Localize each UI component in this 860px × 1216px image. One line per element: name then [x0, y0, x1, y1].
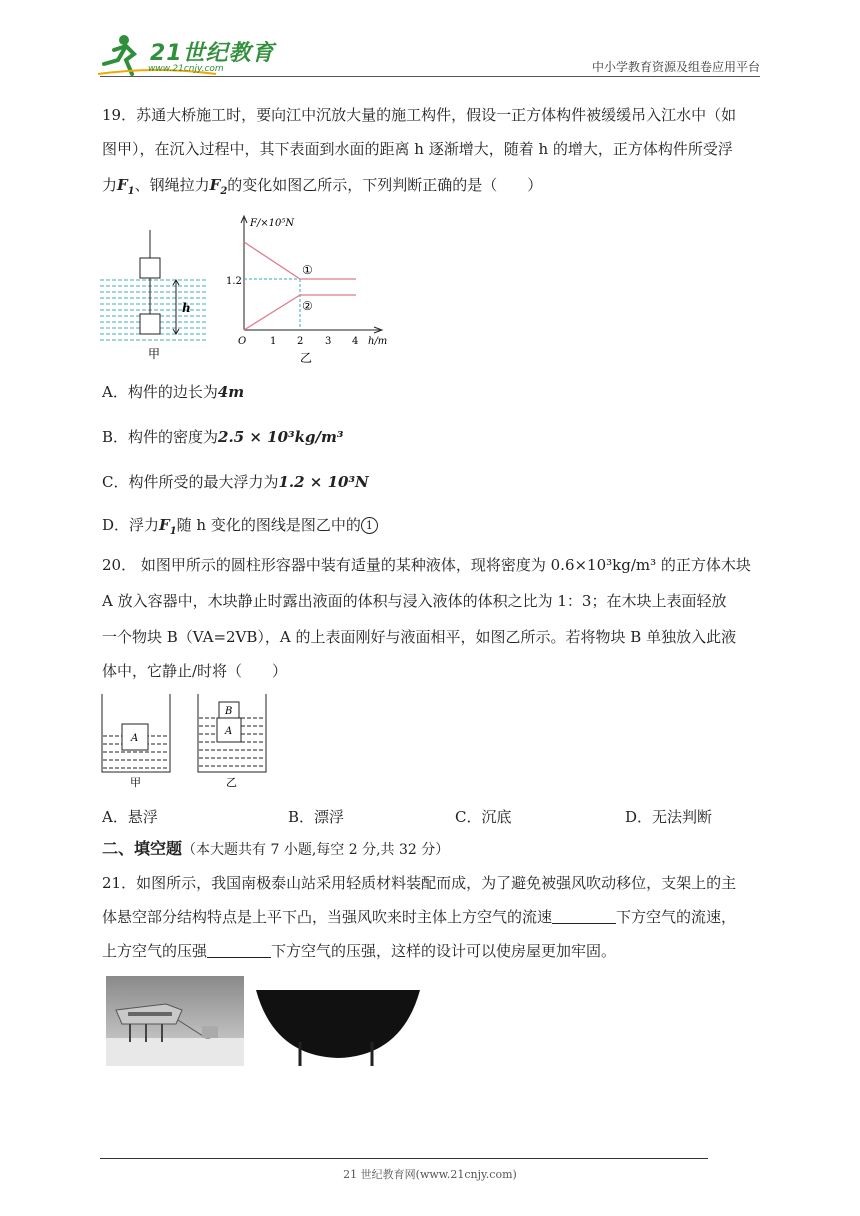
y-tick-1.2: 1.2 [226, 276, 242, 287]
figure-q20-containers [98, 690, 268, 790]
x-tick-1: 1 [270, 336, 277, 347]
q21-line1: 21．如图所示，我国南极泰山站采用轻质材料装配而成，为了避免被强风吹动移位，支架上的主 [102, 874, 737, 892]
station-cross-section [252, 986, 424, 1068]
curve-2-line [244, 295, 300, 330]
q20-line2: A 放入容器中，木块静止时露出液面的体积与浸入液体的体积之比为 1：3；在木块上表面轻放 [102, 592, 727, 610]
q20-option-c: C．沉底 [455, 808, 512, 826]
q19-option-b: B．构件的密度为2.5 × 10³kg/m³ [102, 428, 344, 446]
footer-text: 21 世纪教育网(www.21cnjy.com) [343, 1168, 517, 1181]
platform-name: 中小学教育资源及组卷应用平台 [591, 60, 760, 74]
logo-text: 21世纪教育 [150, 41, 275, 66]
figure-jia-crane [98, 228, 210, 362]
figure-yi-graph [222, 212, 394, 364]
figure-h-label: h [182, 301, 191, 315]
header-rule [100, 76, 760, 77]
curve-1-line [244, 242, 300, 279]
section-heading: 二、填空题（本大题共有 7 小题,每空 2 分,共 32 分） [102, 839, 450, 858]
x-tick-3: 3 [325, 336, 332, 347]
q19-line2: 图甲），在沉入过程中，其下表面到水面的距离 h 逐渐增大，随着 h 的增大，正方体构件所受浮 [102, 140, 733, 158]
antarctic-station-photo [106, 976, 244, 1066]
origin-label: O [238, 336, 247, 347]
q19-option-c: C．构件所受的最大浮力为1.2 × 10³N [102, 473, 369, 491]
answer-blank-1 [552, 909, 616, 924]
q19-option-a: A．构件的边长为4m [102, 383, 245, 401]
q20-line3: 一个物块 B（VA=2VB），A 的上表面刚好与液面相平，如图乙所示。若将物块 B 单独放入此液 [102, 628, 737, 646]
block-a-yi: A [225, 726, 233, 737]
q19-line1: 19．苏通大桥施工时，要向江中沉放大量的施工构件，假设一正方体构件被缓缓吊入江水中（如 [102, 106, 737, 124]
x-tick-4: 4 [352, 336, 359, 347]
answer-blank-2 [207, 943, 271, 958]
q20-line1: 20． 如图甲所示的圆柱形容器中装有适量的某种液体，现将密度为 0.6×10³kg/m³ 的正方体木块 [102, 556, 751, 574]
block-a-jia: A [131, 733, 139, 744]
q20-option-b: B．漂浮 [288, 808, 345, 826]
x-axis-label: h/m [368, 336, 388, 347]
q20-option-a: A．悬浮 [102, 808, 158, 826]
logo-url: www.21cnjy.com [148, 64, 224, 74]
q21-line3: 上方空气的压强 下方空气的压强，这样的设计可以使房屋更加牢固。 [102, 942, 617, 960]
y-axis-label: F/×10⁵N [250, 218, 295, 229]
q19-line3: 力$F_1$、钢绳拉力$F_2$的变化如图乙所示，下列判断正确的是（ ） [102, 176, 543, 197]
q19-option-d: D．浮力$F_1$随 h 变化的图线是图乙中的 1 [102, 514, 378, 537]
figure-jia-caption-q20: 甲 [130, 776, 141, 789]
curve-1-label: ① [302, 263, 313, 277]
figure-jia-caption: 甲 [148, 347, 161, 361]
curve-2-label: ② [302, 299, 313, 313]
figure-yi-caption: 乙 [300, 351, 313, 364]
footer-rule [100, 1158, 708, 1159]
block-b-yi: B [225, 706, 233, 717]
x-tick-2: 2 [297, 336, 304, 347]
q20-option-d: D．无法判断 [625, 808, 713, 826]
figure-yi-caption-q20: 乙 [226, 776, 237, 789]
q20-line4: 体中，它静止/时将（ ） [102, 662, 288, 680]
q21-line2: 体悬空部分结构特点是上平下凸，当强风吹来时主体上方空气的流速 下方空气的流速， [102, 908, 737, 926]
